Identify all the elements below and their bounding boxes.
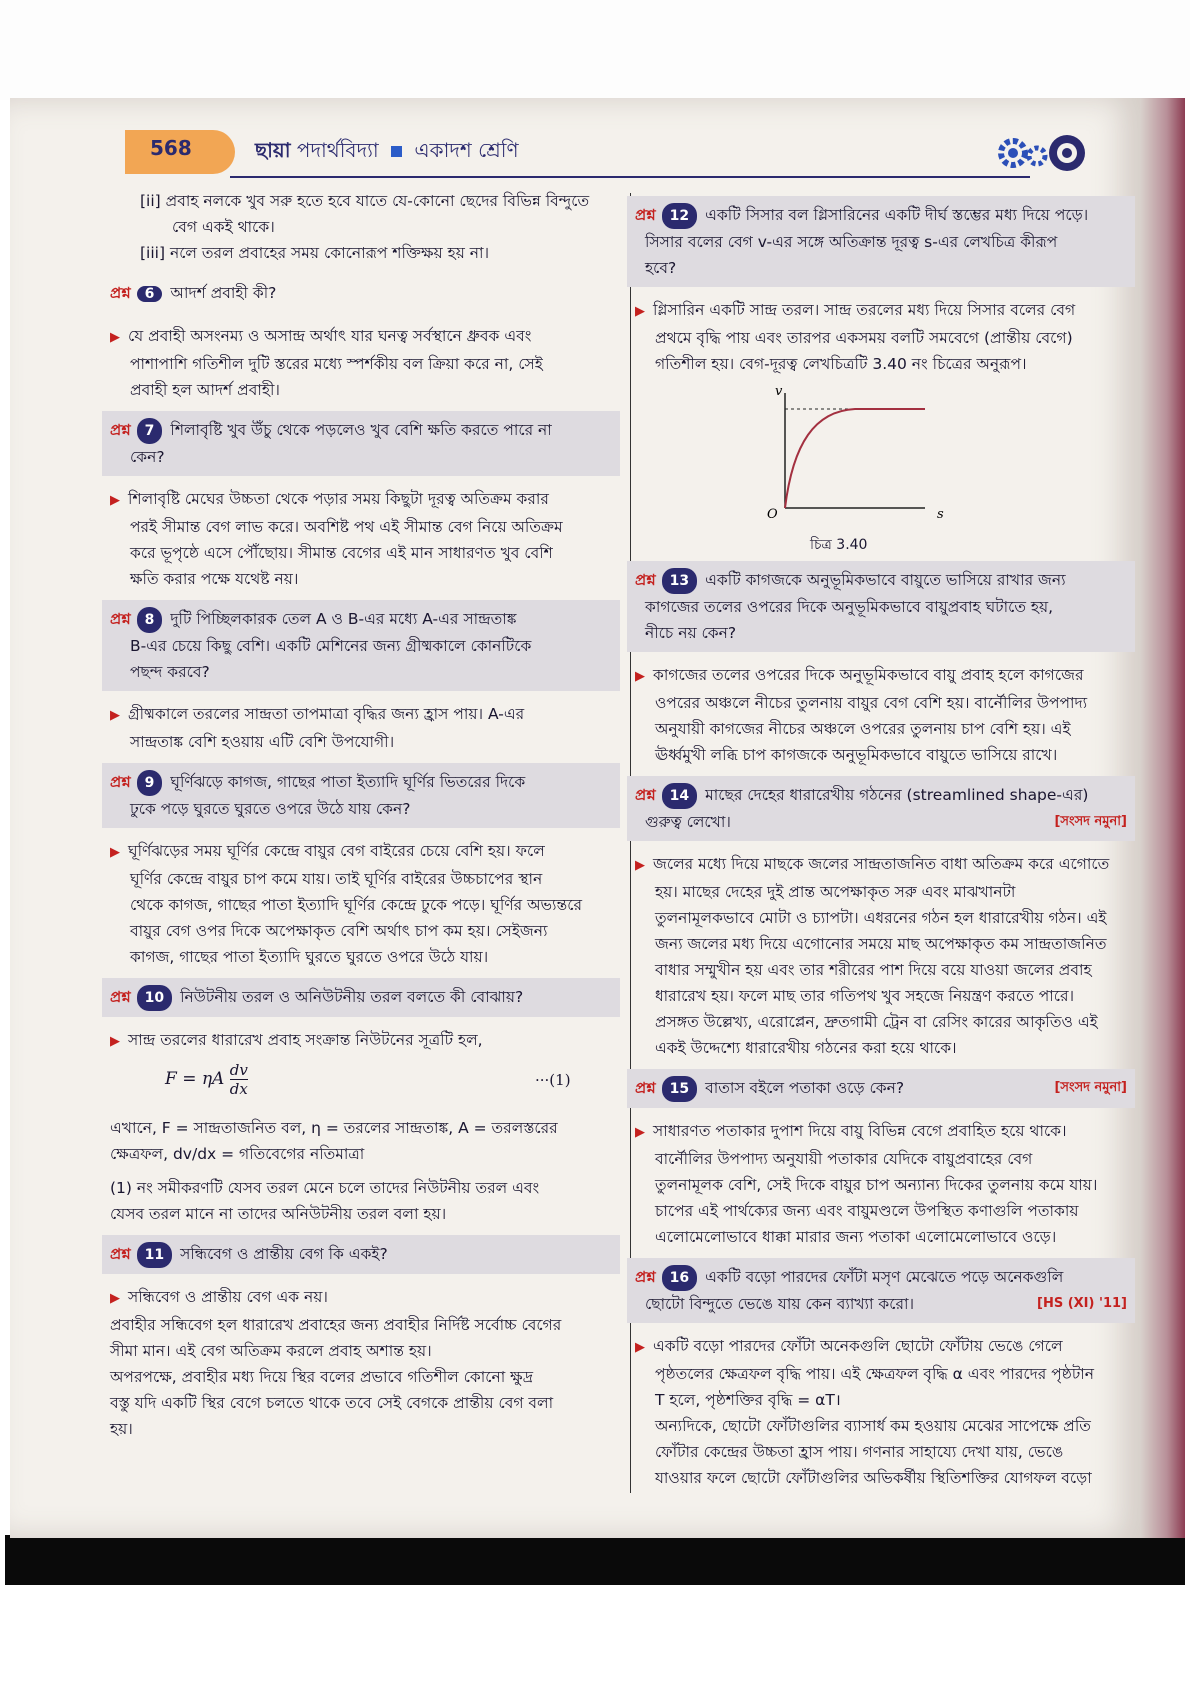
answer-16: ▶ একটি বড়ো পারদের ফোঁটা অনেকগুলি ছোটো ফোঁটায় ভেঙে গেলে পৃষ্ঠতলের ক্ষেত্রফল বৃদ্ধি পায়। এই ক্ষেত্রফল বৃদ্ধি α এবং পারদের পৃষ্ঠটান T হলে, পৃষ্ঠশক্তির বৃদ্ধি = αT। অন্যদিকে, ছোটো ফোঁটাগুলির ব্যাসার্ধ কম হওয়ায় মেঝের সাপেক্ষে প্রতি ফোঁটার কেন্দ্রের উচ্চতা হ্রাস পায়। গণনার সাহায্যে দেখা যায়, ভেঙে যাওয়ার ফলে ছোটো ফোঁটাগুলির অভিকর্ষীয় স্থিতিশক্তির যোগফল বড়ো bbox=[635, 1337, 1095, 1487]
figure-caption: চিত্র 3.40 bbox=[810, 537, 868, 553]
answer-8: ▶ গ্রীষ্মকালে তরলের সান্দ্রতা তাপমাত্রা বৃদ্ধির জন্য হ্রাস পায়। A-এর সান্দ্রতাঙ্ক বেশি হওয়ায় এটি বেশি উপযোগী। bbox=[110, 705, 525, 751]
velocity-distance-graph bbox=[745, 383, 1045, 533]
answer-9: ▶ ঘূর্ণিঝড়ের সময় ঘূর্ণির কেন্দ্রে বায়ুর বেগ বাইরের চেয়ে বেশি হয়। ফলে ঘূর্ণির কেন্দ্রে বায়ুর চাপ কমে যায়। তাই ঘূর্ণির বাইরের উচ্চচাপের স্থান থেকে কাগজ, গাছের পাতা ইত্যাদি ঘূর্ণির কেন্দ্রে ঢুকে পড়ে। ঘূর্ণির অভ্যন্তরে বায়ুর বেগ ওপর দিকে অপেক্ষাকৃত বেশি অর্থাৎ চাপ কম হয়। সেইজন্য কাগজ, গাছের পাতা ইত্যাদি ঘুরতে ঘুরতে ওপরে উঠে যায়। bbox=[110, 842, 582, 966]
answer-arrow-icon: ▶ bbox=[110, 330, 120, 345]
right-column bbox=[635, 188, 1135, 1491]
list-item-iii: [iii] নলে তরল প্রবাহের সময় কোনোরূপ শক্তিক্ষয় হয় না। bbox=[140, 244, 490, 262]
book-spine bbox=[1140, 98, 1185, 1538]
answer-arrow-icon: ▶ bbox=[110, 1291, 120, 1306]
newton-viscosity-formula: F = ηA $\frac{dv}{dx}$ ···(1) bbox=[165, 1061, 571, 1098]
page-background-top bbox=[0, 0, 1190, 100]
header-class: একাদশ শ্রেণি bbox=[414, 138, 519, 162]
source-tag: [সংসদ নমুনা] bbox=[1054, 814, 1127, 829]
question-11: প্রশ্ন 11 সন্ধিবেগ ও প্রান্তীয় বেগ কি একই? bbox=[102, 1235, 620, 1274]
origin-label: O bbox=[767, 507, 778, 522]
question-7: প্রশ্ন 7 শিলাবৃষ্টি খুব উঁচু থেকে পড়লেও খুব বেশি ক্ষতি করতে পারে না কেন? bbox=[102, 411, 620, 476]
answer-14: ▶ জলের মধ্যে দিয়ে মাছকে জলের সান্দ্রতাজনিত বাধা অতিক্রম করে এগোতে হয়। মাছের দেহের দুই প্রান্ত অপেক্ষাকৃত সরু এবং মাঝখানটা তুলনামূলকভাবে মোটা ও চ্যাপটা। এধরনের গঠন হল ধারারেখীয় গঠন। এই জন্য জলের মধ্য দিয়ে এগোনোর সময়ে মাছ অপেক্ষাকৃত কম সান্দ্রতাজনিত বাধার সম্মুখীন হয় এবং তার শরীরের পাশ দিয়ে বয়ে যাওয়া জলের প্রবাহ ধারারেখ হয়। ফলে মাছ তার গতিপথ খুব সহজে নিয়ন্ত্রণ করতে পারে। প্রসঙ্গত উল্লেখ্য, এরোপ্লেন, দ্রুতগামী ট্রেন বা রেসিং কারের আকৃতিও এই একই উদ্দেশ্যে ধারারেখীয় গঠনের করা হয়ে থাকে। bbox=[635, 855, 1110, 1057]
axis-label-v: v bbox=[775, 384, 783, 399]
source-tag: [সংসদ নমুনা] bbox=[1054, 1080, 1127, 1095]
question-6: প্রশ্ন 6 আদর্শ প্রবাহী কী? bbox=[110, 284, 277, 302]
answer-12: ▶ গ্লিসারিন একটি সান্দ্র তরল। সান্দ্র তরলের মধ্য দিয়ে সিসার বলের বেগ প্রথমে বৃদ্ধি পায় এবং তারপর একসময় বলটি সমবেগে (প্রান্তীয় বেগে) গতিশীল হয়। বেগ-দূরত্ব লেখচিত্রটি 3.40 নং চিত্রের অনুরূপ। v O s চিত্র 3.40 bbox=[635, 297, 1135, 553]
gear-icon bbox=[995, 128, 1085, 178]
question-8: প্রশ্ন 8 দুটি পিচ্ছিলকারক তেল A ও B-এর মধ্যে A-এর সান্দ্রতাঙ্ক B-এর চেয়ে কিছু বেশি। একটি মেশিনের জন্য গ্রীষ্মকালে কোনটিকে পছন্দ করবে? bbox=[102, 600, 620, 691]
list-item-ii: [ii] প্রবাহ নলকে খুব সরু হতে হবে যাতে যে-কোনো ছেদের বিভিন্ন বিন্দুতে bbox=[140, 192, 590, 210]
answer-arrow-icon: ▶ bbox=[635, 858, 645, 873]
answer-10: ▶ সান্দ্র তরলের ধারারেখ প্রবাহ সংক্রান্ত নিউটনের সূত্রটি হল, F = ηA $\frac{dv}{dx}$ ···(1) এখানে, F = সান্দ্রতাজনিত বল, η = তরলের সান্দ্রতাঙ্ক, A = তরলস্তরের ক্ষেত্রফল, dv/dx = গতিবেগের নতিমাত্রা (1) নং সমীকরণটি যেসব তরল মেনে চলে তাদের নিউটনীয় তরল এবং যেসব তরল মানে না তাদের অনিউটনীয় তরল বলা হয়। bbox=[110, 1027, 620, 1227]
answer-arrow-icon: ▶ bbox=[635, 304, 645, 319]
answer-7: ▶ শিলাবৃষ্টি মেঘের উচ্চতা থেকে পড়ার সময় কিছুটা দূরত্ব অতিক্রম করার পরই সীমান্ত বেগ লাভ করে। অবশিষ্ট পথ এই সীমান্ত বেগ নিয়ে অতিক্রম করে ভূপৃষ্ঠে এসে পৌঁছোয়। সীমান্ত বেগের এই মান সাধারণত খুব বেশি ক্ষতি করার পক্ষে যথেষ্ট নয়। bbox=[110, 490, 563, 588]
velocity-curve bbox=[785, 409, 925, 508]
question-10: প্রশ্ন 10 নিউটনীয় তরল ও অনিউটনীয় তরল বলতে কী বোঝায়? bbox=[102, 978, 620, 1017]
answer-arrow-icon: ▶ bbox=[110, 845, 120, 860]
list-item-ii-cont: বেগ একই থাকে। bbox=[172, 218, 275, 236]
answer-11: ▶ সন্ধিবেগ ও প্রান্তীয় বেগ এক নয়। প্রবাহীর সন্ধিবেগ হল ধারারেখ প্রবাহের জন্য প্রবাহীর নির্দিষ্ট সর্বোচ্চ বেগের সীমা মান। এই বেগ অতিক্রম করলে প্রবাহ অশান্ত হয়। অপরপক্ষে, প্রবাহীর মধ্য দিয়ে স্থির বলের প্রভাবে গতিশীল কোনো ক্ষুদ্র বস্তু যদি একটি স্থির বেগে চলতে থাকে তবে সেই বেগকে প্রান্তীয় বেগ বলা হয়। bbox=[110, 1288, 562, 1438]
answer-6: ▶ যে প্রবাহী অসংনম্য ও অসান্দ্র অর্থাৎ যার ঘনত্ব সর্বস্থানে ধ্রুবক এবং পাশাপাশি গতিশীল দুটি স্তরের মধ্যে স্পর্শকীয় বল ক্রিয়া করে না, সেই প্রবাহী হল আদর্শ প্রবাহী। bbox=[110, 327, 543, 399]
velocity-distance-figure bbox=[635, 383, 1135, 553]
question-13: প্রশ্ন 13 একটি কাগজকে অনুভূমিকভাবে বায়ুতে ভাসিয়ে রাখার জন্য কাগজের তলের ওপরের দিকে অনুভূমিকভাবে বায়ুপ্রবাহ ঘটাতে হয়, নীচে নয় কেন? bbox=[627, 561, 1135, 652]
equation-number: ···(1) bbox=[535, 1071, 571, 1089]
header-brand: ছায়া bbox=[255, 138, 291, 162]
question-9: প্রশ্ন 9 ঘূর্ণিঝড়ে কাগজ, গাছের পাতা ইত্যাদি ঘূর্ণির ভিতরের দিকে ঢুকে পড়ে ঘুরতে ঘুরতে ওপরে উঠে যায় কেন? bbox=[102, 763, 620, 828]
question-15: প্রশ্ন 15 বাতাস বইলে পতাকা ওড়ে কেন? [সংসদ নমুনা] bbox=[627, 1069, 1135, 1108]
answer-13: ▶ কাগজের তলের ওপরের দিকে অনুভূমিকভাবে বায়ু প্রবাহ হলে কাগজের ওপরের অঞ্চলে নীচের তুলনায় বায়ুর বেগ বেশি হয়। বার্নৌলির উপপাদ্য অনুযায়ী কাগজের নীচের অঞ্চলে ওপরের তুলনায় চাপ বেশি হয়। এই ঊর্ধ্বমুখী লব্ধি চাপ কাগজকে অনুভূমিকভাবে বায়ুতে ভাসিয়ে রাখে। bbox=[635, 666, 1088, 764]
answer-arrow-icon: ▶ bbox=[635, 1125, 645, 1140]
answer-15: ▶ সাধারণত পতাকার দুপাশ দিয়ে বায়ু বিভিন্ন বেগে প্রবাহিত হয়ে থাকে। বার্নৌলির উপপাদ্য অনুযায়ী পতাকার যেদিকে বায়ুপ্রবাহের বেগ তুলনামূলক বেশি, সেই দিকে বায়ুর চাপ অন্যান্য দিকের তুলনায় কমে যায়। চাপের এই পার্থক্যের জন্য এবং বায়ুমণ্ডলে উপস্থিত কণাগুলি পতাকায় এলোমেলোভাবে ধাক্কা মারার জন্য পতাকা এলোমেলোভাবে ওড়ে। bbox=[635, 1122, 1098, 1246]
header-rule bbox=[230, 176, 1030, 178]
left-column bbox=[110, 188, 620, 1442]
question-16: প্রশ্ন 16 একটি বড়ো পারদের ফোঁটা মসৃণ মেঝেতে পড়ে অনেকগুলি ছোটো বিন্দুতে ভেঙে যায় কেন ব্যাখ্যা করো। [HS (XI) '11] bbox=[627, 1258, 1135, 1323]
question-12: প্রশ্ন 12 একটি সিসার বল গ্লিসারিনের একটি দীর্ঘ স্তম্ভের মধ্য দিয়ে পড়ে। সিসার বলের বেগ v-এর সঙ্গে অতিক্রান্ত দূরত্ব s-এর লেখচিত্র কীরূপ হবে? bbox=[627, 196, 1135, 287]
answer-arrow-icon: ▶ bbox=[635, 669, 645, 684]
page-number: 568 bbox=[150, 136, 192, 160]
answer-arrow-icon: ▶ bbox=[110, 708, 120, 723]
book-bottom-edge bbox=[5, 1535, 1185, 1587]
question-14: প্রশ্ন 14 মাছের দেহের ধারারেখীয় গঠনের (streamlined shape-এর) গুরুত্ব লেখো। [সংসদ নমুনা] bbox=[627, 776, 1135, 841]
page-background-bottom bbox=[0, 1585, 1190, 1684]
answer-arrow-icon: ▶ bbox=[110, 493, 120, 508]
answer-arrow-icon: ▶ bbox=[635, 1340, 645, 1355]
axis-label-s: s bbox=[937, 507, 944, 522]
source-tag: [HS (XI) '11] bbox=[1037, 1296, 1127, 1311]
running-header bbox=[255, 136, 519, 169]
header-subject: পদার্থবিদ্যা bbox=[296, 138, 379, 162]
formula-fraction: $\frac{dv}{dx}$ bbox=[229, 1061, 248, 1098]
answer-arrow-icon: ▶ bbox=[110, 1034, 120, 1049]
square-bullet-icon bbox=[391, 146, 402, 157]
book-page bbox=[10, 98, 1140, 1538]
